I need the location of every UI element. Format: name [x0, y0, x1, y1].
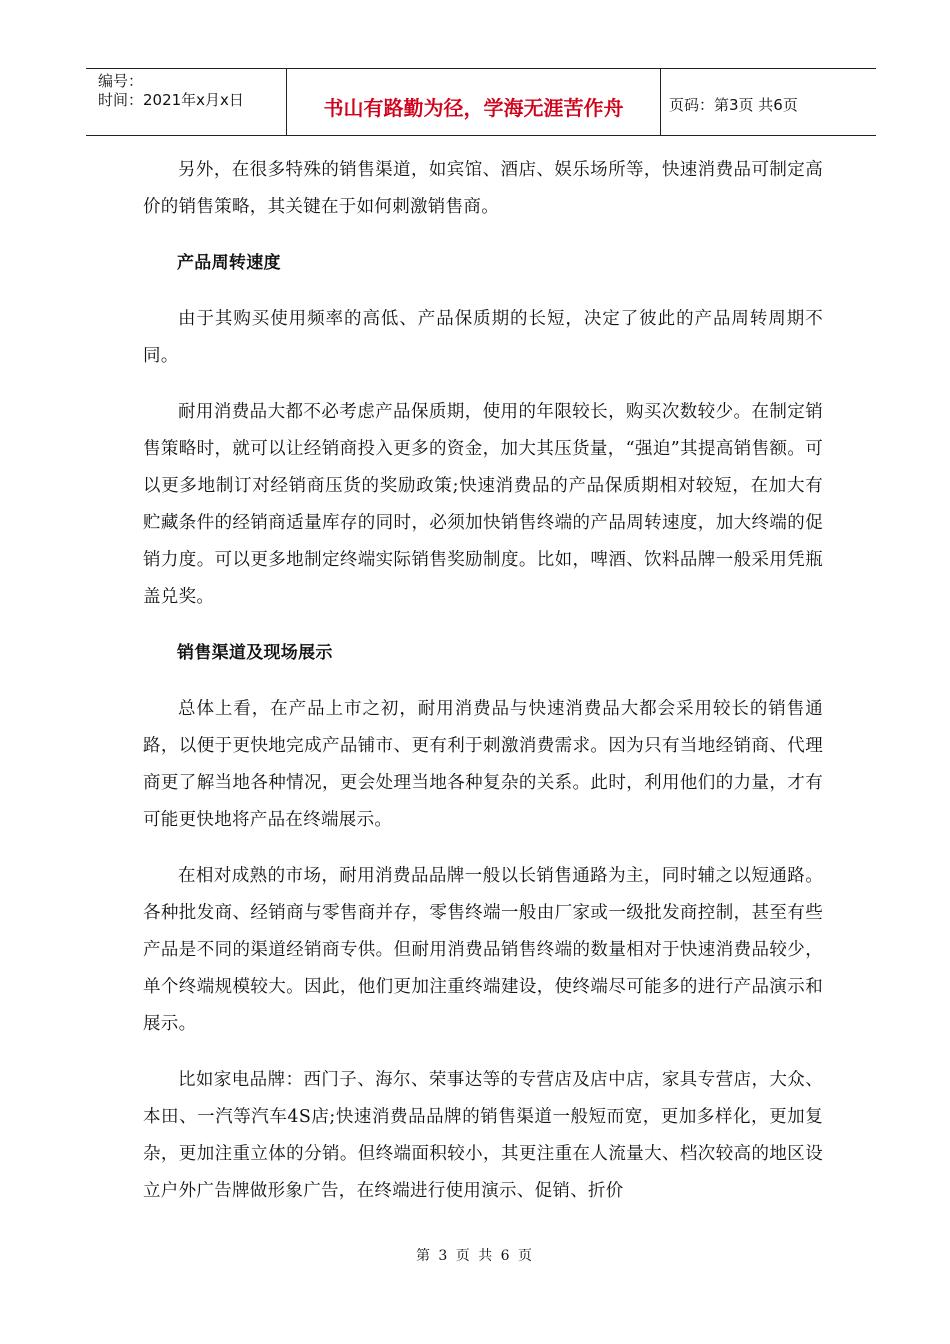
header-motto: 书山有路勤为径，学海无涯苦作舟	[287, 69, 661, 135]
header-page-number: 页码：第3页 共6页	[669, 95, 798, 114]
document-body	[143, 152, 823, 1229]
header-meta	[86, 69, 287, 135]
paragraph: 另外，在很多特殊的销售渠道，如宾馆、酒店、娱乐场所等，快速消费品可制定高价的销售策略，其关键在于如何刺激销售商。	[143, 160, 823, 217]
paragraph: 总体上看，在产品上市之初，耐用消费品与快速消费品大都会采用较长的销售通路，以便于更快地完成产品铺市、更有利于刺激消费需求。因为只有当地经销商、代理商更了解当地各种情况，更会处理当地各种复杂的关系。此时，利用他们的力量，才有可能更快地将产品在终端展示。	[143, 699, 823, 830]
document-number-label: 编号：	[98, 72, 144, 90]
section-heading: 产品周转速度	[177, 253, 281, 273]
page-header	[86, 68, 876, 136]
paragraph: 在相对成熟的市场，耐用消费品品牌一般以长销售通路为主，同时辅之以短通路。各种批发商、经销商与零售商并存，零售终端一般由厂家或一级批发商控制，甚至有些产品是不同的渠道经销商专供。但耐用消费品销售终端的数量相对于快速消费品较少，单个终端规模较大。因此，他们更加注重终端建设，使终端尽可能多的进行产品演示和展示。	[143, 866, 823, 1034]
section-heading: 销售渠道及现场展示	[177, 643, 333, 663]
paragraph: 比如家电品牌：西门子、海尔、荣事达等的专营店及店中店，家具专营店，大众、本田、一汽等汽车4S店;快速消费品品牌的销售渠道一般短而宽，更加多样化，更加复杂，更加注重立体的分销。但终端面积较小，其更注重在人流量大、档次较高的地区设立户外广告牌做形象广告，在终端进行使用演示、促销、折价	[143, 1070, 823, 1201]
paragraph: 由于其购买使用频率的高低、产品保质期的长短，决定了彼此的产品周转周期不同。	[143, 309, 823, 366]
document-time-label: 时间：2021年x月x日	[98, 91, 244, 109]
page-footer: 第 3 页 共 6 页	[415, 1248, 535, 1264]
paragraph: 耐用消费品大都不必考虑产品保质期，使用的年限较长，购买次数较少。在制定销售策略时，就可以让经销商投入更多的资金，加大其压货量，“强迫”其提高销售额。可以更多地制订对经销商压货的奖励政策;快速消费品的产品保质期相对较短，在加大有贮藏条件的经销商适量库存的同时，必须加快销售终端的产品周转速度，加大终端的促销力度。可以更多地制定终端实际销售奖励制度。比如，啤酒、饮料品牌一般采用凭瓶盖兑奖。	[143, 402, 823, 607]
